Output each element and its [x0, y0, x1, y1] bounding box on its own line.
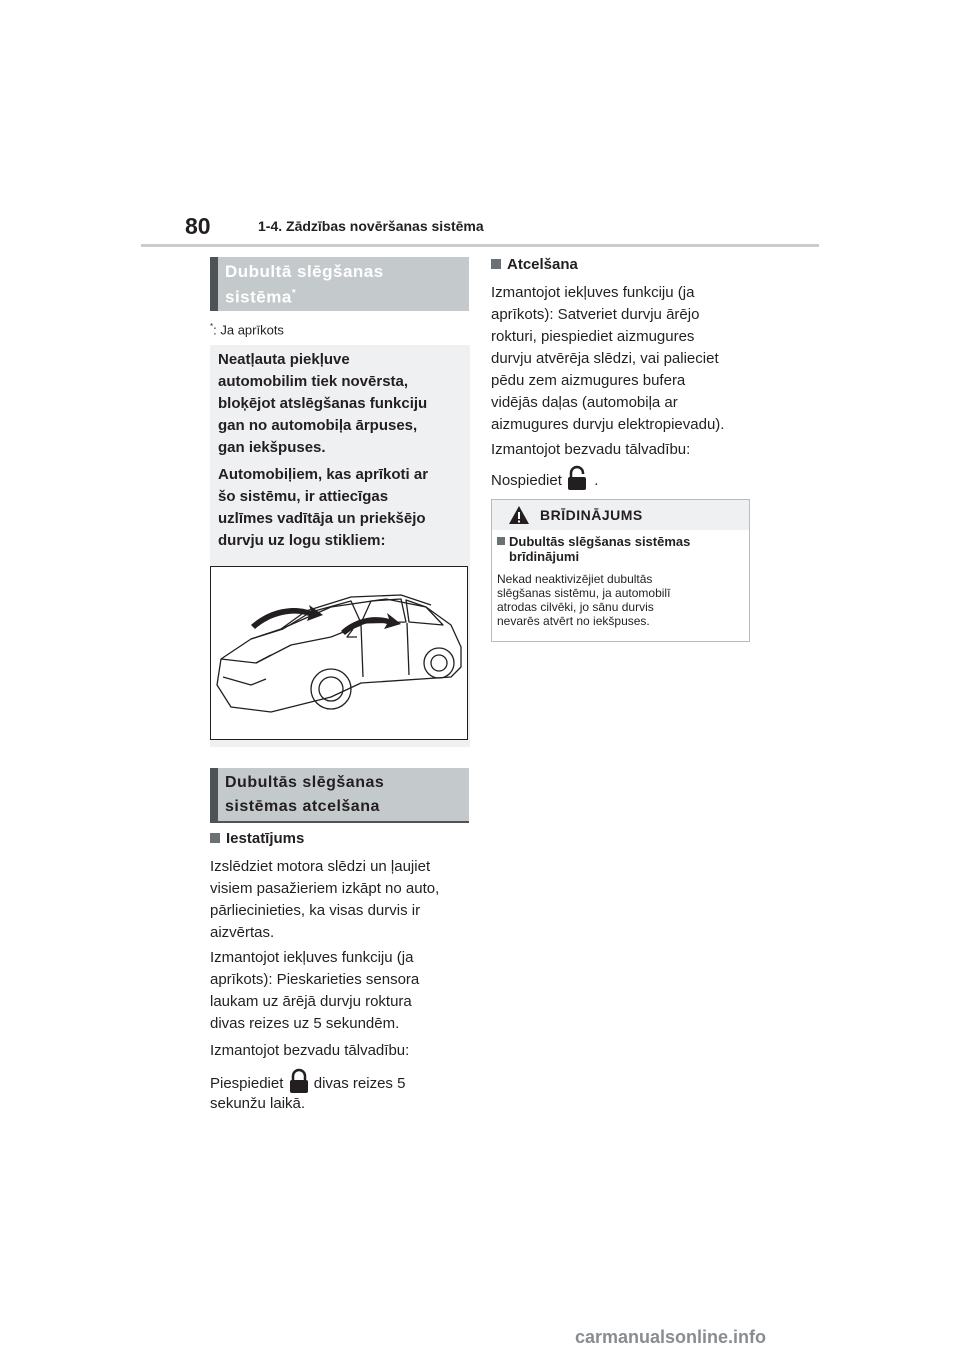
- car-icon: [211, 567, 467, 739]
- text-line: aizmugures durvju elektropievadu).: [491, 416, 725, 433]
- text-line: Izslēdziet motora slēdzi un ļaujiet: [210, 858, 431, 875]
- setting-paragraph-1: [210, 856, 475, 944]
- text-line: divas reizes uz 5 sekundēm.: [210, 1015, 400, 1032]
- heading-line-1: Dubultās slēgšanas: [225, 774, 385, 791]
- info-paragraph-2: [218, 464, 463, 552]
- info-line: uzlīmes vadītāja un priekšējo: [218, 510, 426, 527]
- text-fragment: Nospiediet: [491, 472, 562, 489]
- bullet-square-icon: [497, 537, 505, 545]
- setting-heading: [210, 830, 304, 847]
- text-line: Nekad neaktivizējiet dubultās: [497, 572, 653, 586]
- text-line: rokturi, piespiediet aizmugures: [491, 328, 695, 345]
- section-heading-cancel: [210, 768, 469, 822]
- warning-subheading: [497, 534, 742, 564]
- text-line: nevarēs atvērt no iekšpuses.: [497, 614, 650, 628]
- text-line: atrodas cilvēki, jo sānu durvis: [497, 600, 654, 614]
- warning-text: [497, 572, 737, 628]
- text-line: Izmantojot iekļuves funkciju (ja: [491, 284, 695, 301]
- section-heading-double-lock: [210, 257, 469, 311]
- heading-line-2: sistēmas atcelšana: [225, 798, 380, 815]
- text-line: laukam uz ārējā durvju roktura: [210, 993, 412, 1010]
- heading-footnote-mark: *: [291, 288, 297, 299]
- text-line: Dubultās slēgšanas sistēmas: [509, 534, 691, 549]
- text-fragment: Piespiediet: [210, 1075, 284, 1092]
- chapter-title: 1-4. Zādzības novēršanas sistēma: [258, 218, 484, 234]
- text-line: brīdinājumi: [509, 549, 580, 564]
- footnote: [210, 322, 284, 337]
- text-line: pēdu zem aizmugures bufera: [491, 372, 686, 389]
- text-fragment: .: [594, 472, 599, 489]
- info-line: Neatļauta piekļuve: [218, 351, 350, 368]
- cancel-paragraph-1: [491, 282, 756, 436]
- info-line: gan no automobiļa ārpuses,: [218, 417, 418, 434]
- setting-paragraph-4-cont: sekunžu laikā.: [210, 1095, 306, 1112]
- unlock-icon: [566, 465, 590, 498]
- cancel-paragraph-2: Izmantojot bezvadu tālvadību:: [491, 441, 691, 458]
- setting-heading-label: Iestatījums: [226, 830, 305, 847]
- footnote-mark: *: [210, 322, 214, 331]
- text-line: visiem pasažieriem izkāpt no auto,: [210, 880, 440, 897]
- heading-line-2: sistēma: [225, 287, 292, 307]
- heading-line-1: Dubultā slēgšanas: [225, 262, 384, 281]
- info-line: gan iekšpuses.: [218, 439, 326, 456]
- footnote-text: : Ja aprīkots: [213, 322, 284, 338]
- warning-triangle-icon: [508, 505, 530, 530]
- text-line: Izmantojot iekļuves funkciju (ja: [210, 949, 414, 966]
- setting-paragraph-2: [210, 947, 475, 1035]
- header-divider: [141, 244, 819, 247]
- text-line: aprīkots): Satveriet durvju ārējo: [491, 306, 700, 323]
- info-line: durvju uz logu stikliem:: [218, 532, 386, 549]
- cancel-heading: [491, 256, 578, 273]
- info-line: bloķējot atslēgšanas funkciju: [218, 395, 428, 412]
- info-line: automobilim tiek novērsta,: [218, 373, 409, 390]
- cancel-heading-label: Atcelšana: [507, 256, 578, 273]
- info-line: šo sistēmu, ir attiecīgas: [218, 488, 389, 505]
- text-line: pārliecinieties, ka visas durvis ir: [210, 902, 421, 919]
- text-line: aizvērtas.: [210, 924, 275, 941]
- text-line: aprīkots): Pieskarieties sensora: [210, 971, 420, 988]
- bullet-square-icon: [210, 833, 220, 843]
- bullet-square-icon: [491, 259, 501, 269]
- footer-watermark: carmanualsonline.info: [575, 1327, 767, 1347]
- cancel-paragraph-3: [491, 465, 756, 498]
- text-line: slēgšanas sistēmu, ja automobilī: [497, 586, 671, 600]
- setting-paragraph-3: Izmantojot bezvadu tālvadību:: [210, 1042, 410, 1059]
- heading-underline: [210, 821, 469, 823]
- text-line: vidējās daļas (automobiļa ar: [491, 394, 678, 411]
- info-paragraph-1: [218, 349, 463, 459]
- info-line: Automobiļiem, kas aprīkoti ar: [218, 466, 429, 483]
- heading-accent-bar: [210, 768, 218, 822]
- text-fragment: divas reizes 5: [313, 1075, 406, 1092]
- warning-title: BRĪDINĀJUMS: [540, 507, 643, 523]
- page-number: 80: [185, 213, 211, 239]
- text-line: durvju atvērēja slēdzi, vai palieciet: [491, 350, 719, 367]
- heading-accent-bar: [210, 257, 218, 311]
- car-illustration: [210, 566, 468, 740]
